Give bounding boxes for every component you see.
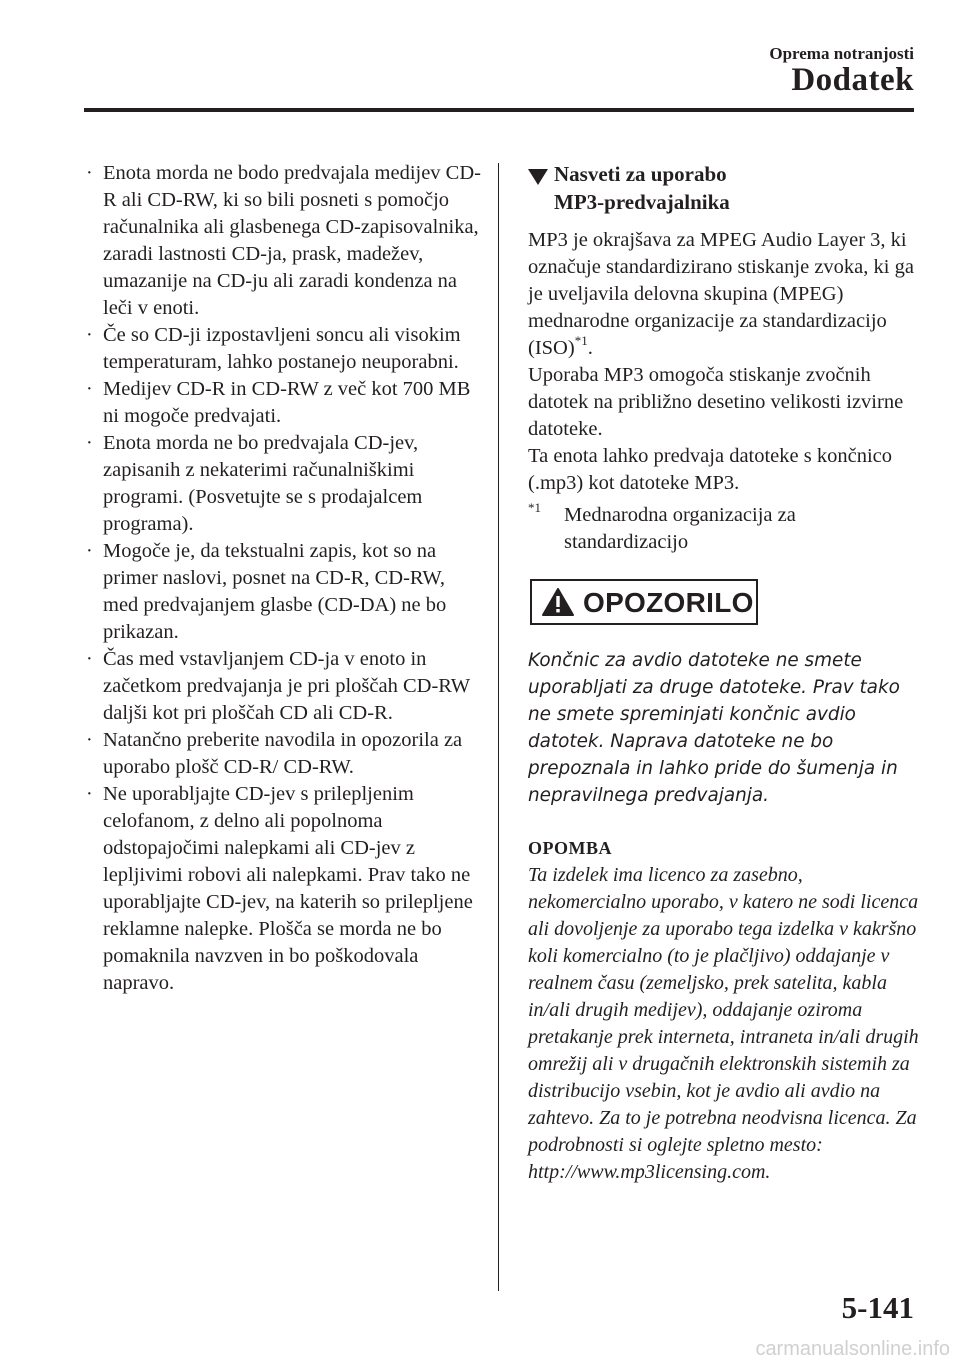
- right-column: [528, 160, 918, 1186]
- column-divider: [498, 163, 499, 1291]
- list-item: · Mogoče je, da tekstualni zapis, kot so na primer naslovi, posnet na CD-R, CD-RW, med predvajanjem glasbe (CD-DA) ne bo prikazan.: [86, 540, 447, 643]
- list-item: · Ne uporabljajte CD-jev s prilepljenim celofanom, z delno ali popolnoma odstopajočimi nalepkami ali CD-jev z lepljivimi robovi ali nalepkami. Prav tako ne uporabljajte CD-jev, na katerih so prilepljene reklamne nalepke. Plošča se morda ne bo pomaknila navzven in bo poškodovala napravo.: [86, 783, 473, 994]
- note-text: Ta izdelek ima licenco za zasebno, nekomercialno uporabo, v katero ne sodi licenca ali dovoljenje za uporabo tega izdelka v kakršno koli komercialno (to je plačljivo) oddajanje v realnem času (zemeljsko, prek satelita, kabla in/ali drugih medijev), oddajanje oziroma pretakanje prek interneta, intraneta in/ali drugih omrežij ali v drugačnih elektronskih sistemih za distribucijo vsebin, kot je avdio ali avdio na zahtevo. Za to je potrebna neodvisna licenca. Za podrobnosti si oglejte spletno mesto: http://www.mp3licensing.com.: [528, 864, 919, 1183]
- header-rule: [84, 108, 914, 112]
- note-title: OPOMBA: [528, 838, 612, 858]
- mp3-tips-heading: Nasveti za uporabo MP3-predvajalnika: [528, 160, 918, 216]
- list-item: · Natančno preberite navodila in opozorila za uporabo plošč CD-R/ CD-RW.: [86, 729, 463, 778]
- header-chapter-title: Dodatek: [791, 62, 914, 98]
- warning-text: Končnic za avdio datoteke ne smete uporabljati za druge datoteke. Prav tako ne smete spreminjati končnic avdio datotek. Naprava datoteke ne bo prepoznala in lahko pride do šumenja in nepravilnega predvajanja.: [528, 650, 900, 806]
- bullet-icon: ·: [86, 783, 93, 805]
- list-item: · Če so CD-ji izpostavljeni soncu ali visokim temperaturam, lahko postanejo neuporabni.: [86, 324, 461, 373]
- mp3-intro-paragraph: MP3 je okrajšava za MPEG Audio Layer 3, ki označuje standardizirano stiskanje zvoka, ki ga je uveljavila delovna skupina (MPEG) mednarodne organizacije za standardizacijo (ISO)$^{*1}$.: [528, 229, 914, 359]
- bullet-icon: ·: [86, 378, 93, 400]
- triangle-down-icon: [528, 169, 548, 185]
- bullet-icon: ·: [86, 540, 93, 562]
- watermark: carmanualsonline.info: [755, 1338, 950, 1360]
- note-block: [528, 835, 920, 1186]
- bullet-icon: ·: [86, 432, 93, 454]
- footnote: $^{*1}$ Mednarodna organizacija za standardizacijo: [528, 500, 796, 553]
- warning-triangle-icon: [541, 587, 575, 617]
- mp3-extension-paragraph: Ta enota lahko predvaja datoteke s končnico (.mp3) kot datoteke MP3.: [528, 445, 893, 494]
- list-item: · Čas med vstavljanjem CD-ja v enoto in začetkom predvajanja je pri ploščah CD-RW daljši kot pri ploščah CD ali CD-R.: [86, 648, 470, 724]
- warning-label: OPOZORILO: [583, 586, 754, 618]
- page-number: 5-141: [841, 1290, 914, 1325]
- bullet-icon: ·: [86, 729, 93, 751]
- header-section-title: Oprema notranjosti: [769, 44, 914, 63]
- list-item: · Enota morda ne bodo predvajala medijev CD-R ali CD-RW, ki so bili posneti s pomočjo računalnika ali glasbenega CD-zapisovalnika, zaradi lastnosti CD-ja, prask, madežev, umazanije na CD-ju ali zaradi kondenza na leči v enoti.: [86, 162, 481, 319]
- cd-bullet-list: [84, 160, 484, 997]
- bullet-icon: ·: [86, 324, 93, 346]
- list-item: · Medijev CD-R in CD-RW z več kot 700 MB ni mogoče predvajati.: [86, 378, 471, 427]
- bullet-icon: ·: [86, 648, 93, 670]
- warning-box: [530, 579, 758, 625]
- left-column: [84, 160, 484, 997]
- list-item: · Enota morda ne bo predvajala CD-jev, zapisanih z nekaterimi računalniškimi programi. (Posvetujte se s prodajalcem programa).: [86, 432, 423, 535]
- footnote-marker: *1: [528, 500, 541, 516]
- mp3-compression-paragraph: Uporaba MP3 omogoča stiskanje zvočnih datotek na približno desetino velikosti izvirne datoteke.: [528, 364, 904, 440]
- bullet-icon: ·: [86, 162, 93, 184]
- footnote-reference: *1: [574, 333, 588, 349]
